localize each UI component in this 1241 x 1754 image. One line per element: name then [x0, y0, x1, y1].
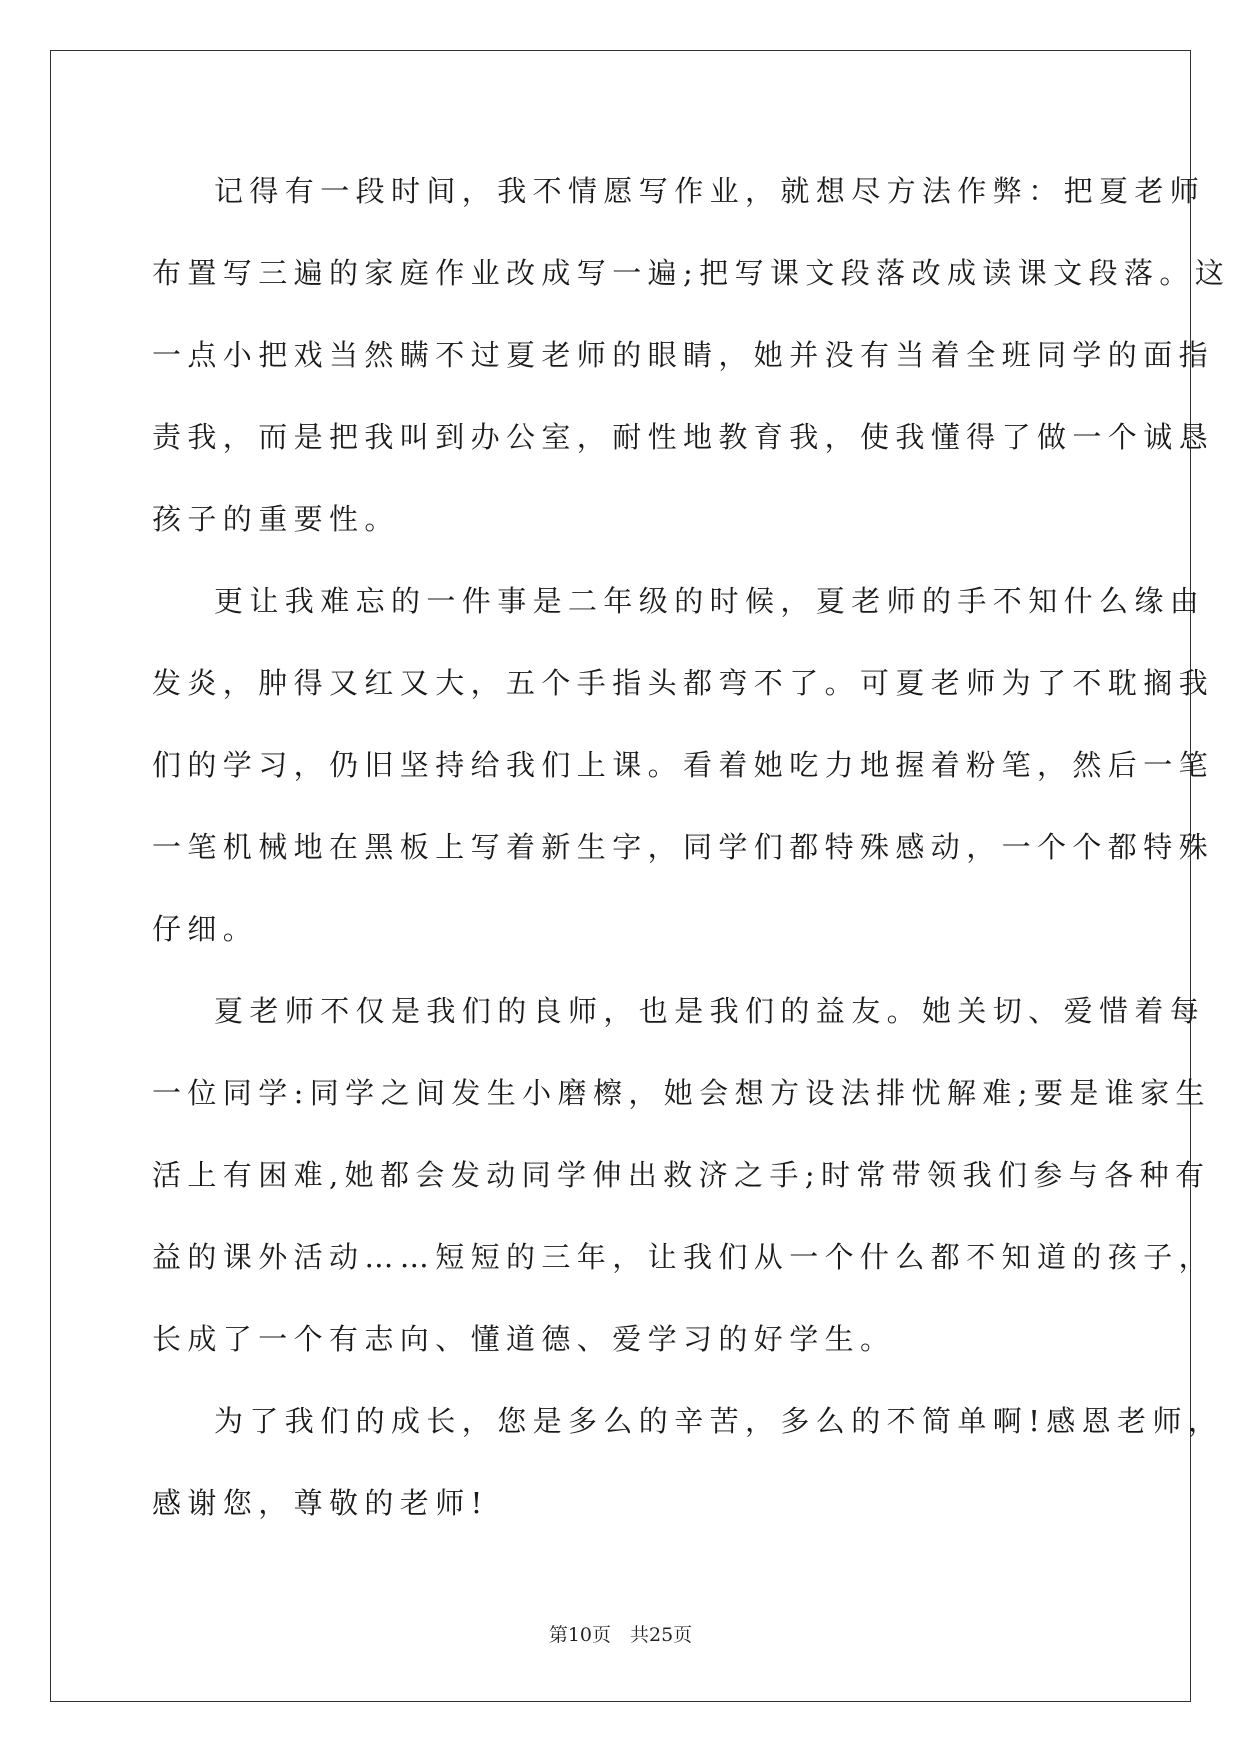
text-line: 孩子的重要性。 — [152, 502, 400, 536]
text-line: 记得有一段时间，我不情愿写作业，就想尽方法作弊：把夏老师 — [214, 174, 1206, 208]
text-line: 为了我们的成长，您是多么的辛苦，多么的不简单啊!感恩老师， — [214, 1404, 1224, 1438]
text-line: 一位同学:同学之间发生小磨檫，她会想方设法排忧解难;要是谁家生 — [152, 1076, 1211, 1110]
text-line: 活上有困难,她都会发动同学伸出救济之手;时常带领我们参与各种有 — [152, 1158, 1211, 1192]
page-number-footer: 第10页 共25页 — [548, 1624, 693, 1646]
text-line: 发炎，肿得又红又大，五个手指头都弯不了。可夏老师为了不耽搁我 — [152, 666, 1215, 700]
text-line: 长成了一个有志向、懂道德、爱学习的好学生。 — [152, 1322, 896, 1356]
text-line: 感谢您，尊敬的老师! — [152, 1486, 489, 1520]
text-line: 一笔机械地在黑板上写着新生字，同学们都特殊感动，一个个都特殊 — [152, 830, 1215, 864]
text-line: 一点小把戏当然瞒不过夏老师的眼睛，她并没有当着全班同学的面指 — [152, 338, 1215, 372]
text-line: 布置写三遍的家庭作业改成写一遍;把写课文段落改成读课文段落。这 — [152, 256, 1231, 290]
text-line: 夏老师不仅是我们的良师，也是我们的益友。她关切、爱惜着每 — [214, 994, 1206, 1028]
text-line: 责我，而是把我叫到办公室，耐性地教育我，使我懂得了做一个诚恳 — [152, 420, 1215, 454]
text-line: 更让我难忘的一件事是二年级的时候，夏老师的手不知什么缘由 — [214, 584, 1206, 618]
text-line: 们的学习，仍旧坚持给我们上课。看着她吃力地握着粉笔，然后一笔 — [152, 748, 1215, 782]
body-text — [152, 150, 1231, 1544]
text-line: 益的课外活动……短短的三年，让我们从一个什么都不知道的孩子， — [152, 1240, 1215, 1274]
text-line: 仔细。 — [152, 912, 259, 946]
